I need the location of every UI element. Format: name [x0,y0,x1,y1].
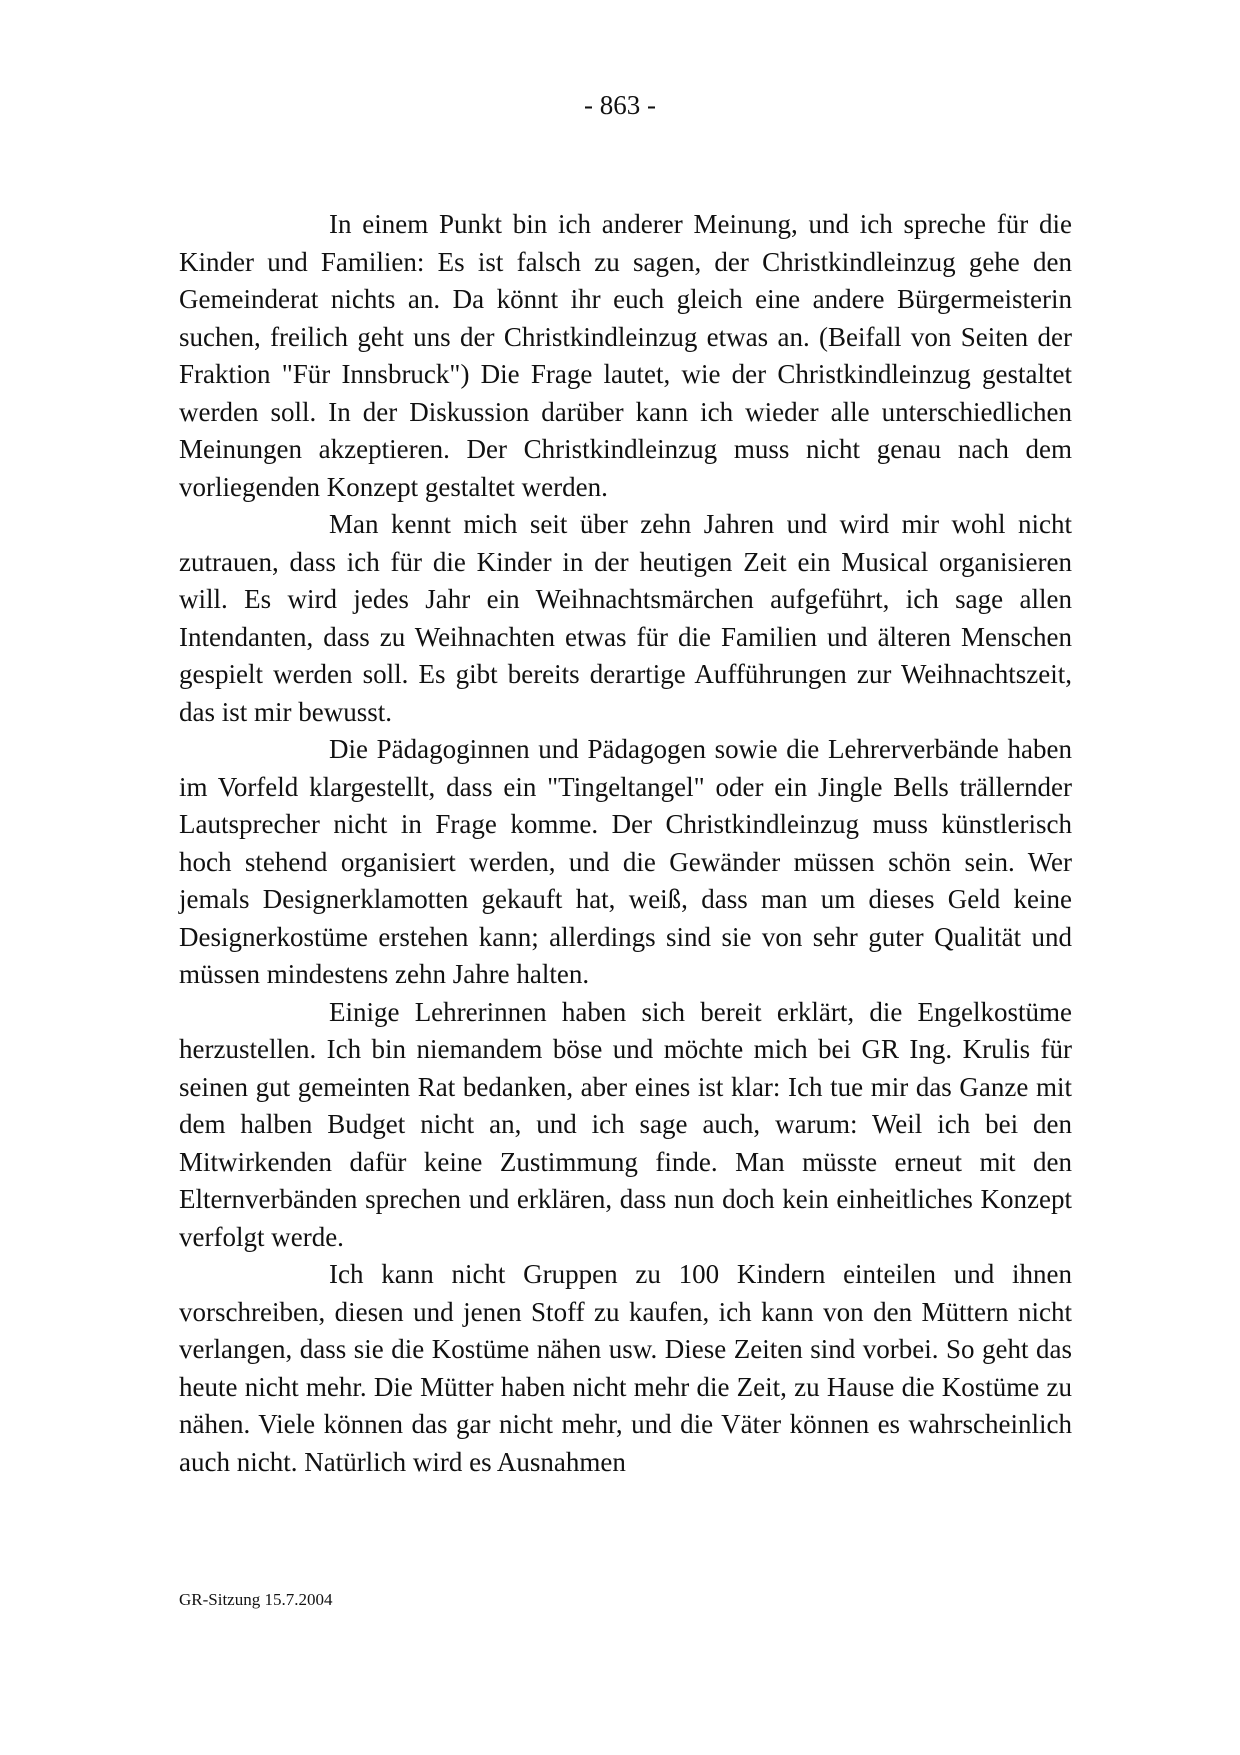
body-text [179,206,1072,1481]
footer-session-label: GR-Sitzung 15.7.2004 [179,1590,333,1609]
paragraph-1: In einem Punkt bin ich anderer Meinung, und ich spreche für die Kinder und Familien: Es ist falsch zu sagen, der Christkindleinzug gehe den Gemeinderat nichts an. Da könnt ihr euch gleich eine andere Bürgermeisterin suchen, freilich geht uns der Christkindleinzug etwas an. (Beifall von Seiten der Fraktion "Für Innsbruck") Die Frage lautet, wie der Christkindleinzug gestaltet werden soll. In der Diskussion darüber kann ich wieder alle unterschiedlichen Meinungen akzeptieren. Der Christkindleinzug muss nicht genau nach dem vorliegenden Konzept gestaltet werden. [179,209,1072,502]
page-number: - 863 - [584,90,656,120]
paragraph-5: Ich kann nicht Gruppen zu 100 Kindern einteilen und ihnen vorschreiben, diesen und jenen Stoff zu kaufen, ich kann von den Müttern nicht verlangen, dass sie die Kostüme nähen usw. Diese Zeiten sind vorbei. So geht das heute nicht mehr. Die Mütter haben nicht mehr die Zeit, zu Hause die Kostüme zu nähen. Viele können das gar nicht mehr, und die Väter können es wahrscheinlich auch nicht. Natürlich wird es Ausnahmen [179,1259,1072,1477]
paragraph-3: Die Pädagoginnen und Pädagogen sowie die Lehrerverbände haben im Vorfeld klargestellt, dass ein "Tingeltangel" oder ein Jingle Bells trällernder Lautsprecher nicht in Frage komme. Der Christkindleinzug muss künstlerisch hoch stehend organisiert werden, und die Gewänder müssen schön sein. Wer jemals Designerklamotten gekauft hat, weiß, dass man um dieses Geld keine Designerkostüme erstehen kann; allerdings sind sie von sehr guter Qualität und müssen mindestens zehn Jahre halten. [179,734,1072,989]
paragraph-2: Man kennt mich seit über zehn Jahren und wird mir wohl nicht zutrauen, dass ich für die Kinder in der heutigen Zeit ein Musical organisieren will. Es wird jedes Jahr ein Weihnachtsmärchen aufgeführt, ich sage allen Intendanten, dass zu Weihnachten etwas für die Familien und älteren Menschen gespielt werden soll. Es gibt bereits derartige Aufführungen zur Weihnachtszeit, das ist mir bewusst. [179,509,1072,727]
paragraph-4: Einige Lehrerinnen haben sich bereit erklärt, die Engelkostüme herzustellen. Ich bin niemandem böse und möchte mich bei GR Ing. Krulis für seinen gut gemeinten Rat bedanken, aber eines ist klar: Ich tue mir das Ganze mit dem halben Budget nicht an, und ich sage auch, warum: Weil ich bei den Mitwirkenden dafür keine Zustimmung finde. Man müsste erneut mit den Elternverbänden sprechen und erklären, dass nun doch kein einheitliches Konzept verfolgt werde. [179,996,1072,1252]
